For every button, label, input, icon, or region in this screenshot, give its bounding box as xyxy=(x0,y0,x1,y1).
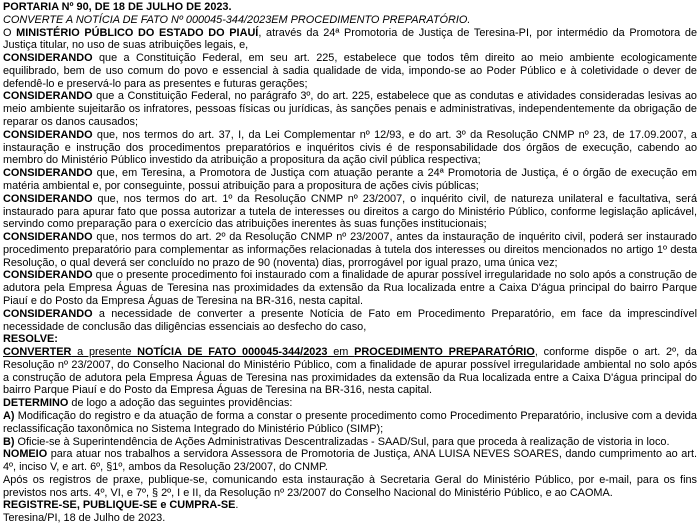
text-segment: NOTÍCIA DE FATO 000045-344/2023 xyxy=(137,346,328,359)
date-place xyxy=(3,512,697,525)
text-segment: O xyxy=(3,26,17,39)
text-segment: Oficie-se à Superintendência de Ações Administrativas Descentralizadas - SAAD/Sul, para que proceda à realização de vistoria in loco. xyxy=(14,435,670,448)
providencia-a xyxy=(3,410,700,436)
text-segment: PROCEDIMENTO PREPARATÓRIO xyxy=(354,346,535,359)
text-segment: , através da 24ª Promotoria de Justiça de Teresina-PI, por intermédio da Promotora de Justiça titular, no uso de suas atribuições legais, e, xyxy=(3,26,700,52)
preamble xyxy=(3,26,700,53)
text-segment: de logo a adoção das seguintes providências: xyxy=(68,397,293,410)
considerando-7 xyxy=(3,269,700,307)
text-segment: Após os registros de praxe, publique-se, comunicando esta instauração à Secretaria Geral do Ministério Público, por e-mail, para os fins previstos nos arts. 4º, VI, e 7º, § 2º, I e II, da Resolução nº 23/2007 do Conselho Nacional do Ministério Público, e ao CAOMA. xyxy=(3,473,700,499)
text-segment: PORTARIA Nº 90, DE 18 DE JULHO DE 2023. xyxy=(3,1,232,13)
text-segment: NOMEIO xyxy=(3,448,48,461)
text-segment: CONSIDERANDO xyxy=(3,192,93,205)
text-segment: que, nos termos do art. 1º da Resolução CNMP nº 23/2007, o inquérito civil, de natureza unilateral e facultativa, será instaurado para apurar fato que possa autorizar a tutela de interesses ou direitos a cargo do Ministério Público, conforme legislação aplicável, servindo como preparação para o exercício das atribuições inerentes às suas funções institucionais; xyxy=(3,192,700,231)
text-segment: CONSIDERANDO xyxy=(3,167,93,180)
text-segment: em xyxy=(327,346,355,359)
resolve-heading xyxy=(3,333,697,346)
registre-se xyxy=(3,499,697,512)
text-segment: que, nos termos do art. 2º da Resolução CNMP nº 23/2007, antes da instauração de inquérito civil, poderá ser instaurado procedimento preparatório para complementar as informações relacionadas à tutela dos interesses ou direitos mencionados no artigo 1º desta Resolução, o qual deverá ser concluído no prazo de 90 (noventa) dias, prorrogável por igual prazo, uma única vez; xyxy=(3,231,700,269)
nomeio xyxy=(3,448,700,474)
text-segment: A) xyxy=(3,410,15,422)
text-segment: que a Constituição Federal, em seu art. 225, estabelece que todos têm direito ao meio ambiente ecologicamente equilibrado, bem de uso comum do povo e essencial à sadia qualidade de vida, impondo-se ao Poder Público e à coletividade o dever de defendê-lo e preservá-lo para as presentes e futuras gerações; xyxy=(3,52,700,90)
considerando-8 xyxy=(3,307,700,334)
considerando-3 xyxy=(3,128,700,167)
text-segment: a necessidade de converter a presente Notícia de Fato em Procedimento Preparatório, em face da imprescindível necessidade de conclusão das diligências essenciais ao desfecho do caso, xyxy=(3,307,700,333)
text-segment: , conforme dispõe o art. 2º, da Resolução nº 23/2007, do Conselho Nacional do Ministério Público, com a finalidade de apurar possível irregularidade ambiental no solo após a construção de adutora pela Empresa Águas de Teresina nas proximidades da extensão da Rua localizada entre a Caixa D'água principal do bairro Parque Piauí e do Posto da Empresa Águas de Teresina na BR-316, nesta capital. xyxy=(3,346,700,397)
considerando-2 xyxy=(3,90,700,129)
text-segment: que a Constituição Federal, no parágrafo 3º, do art. 225, estabelece que as condutas e atividades consideradas lesivas ao meio ambiente sujeitarão os infratores, pessoas físicas ou jurídicas, às sanções penais e administrativas, independentemente da obrigação de reparar os danos causados; xyxy=(3,90,700,129)
portaria-number-title xyxy=(3,1,697,14)
text-segment: MINISTÉRIO PÚBLICO DO ESTADO DO PIAUÍ xyxy=(16,26,259,39)
considerando-6 xyxy=(3,231,700,269)
document-body xyxy=(3,1,700,525)
considerando-5 xyxy=(3,192,700,231)
text-segment: RESOLVE: xyxy=(3,333,58,346)
text-segment: DETERMINO xyxy=(3,397,69,410)
publicacao-note xyxy=(3,473,700,500)
text-segment: Teresina/PI, 18 de Julho de 2023. xyxy=(3,512,166,525)
converter-decision xyxy=(3,346,700,397)
text-segment: CONSIDERANDO xyxy=(3,128,93,141)
text-segment: CONSIDERANDO xyxy=(3,52,93,65)
considerando-4 xyxy=(3,167,700,193)
text-segment: que, em Teresina, a Promotora de Justiça com atuação perante a 24ª Promotoria de Justiça, é o órgão de execução em matéria ambiental e, por conseguinte, possui atribuição para a propositura de ações civis públicas; xyxy=(3,167,700,192)
text-segment: CONSIDERANDO xyxy=(3,307,93,320)
text-segment: CONSIDERANDO xyxy=(3,269,93,282)
text-segment: que o presente procedimento foi instaurado com a finalidade de apurar possível irregularidade no solo após a construção de adutora pela Empresa Águas de Teresina nas proximidades da extensão da Rua localizada entre a Caixa D'água principal do bairro Parque Piauí e do Posto da Empresa Águas de Teresina na BR-316, nesta capital. xyxy=(3,269,700,307)
text-segment: CONVERTE A NOTÍCIA DE FATO Nº 000045-344/2023EM PROCEDIMENTO PREPARATÓRIO. xyxy=(3,13,471,26)
ementa xyxy=(3,14,697,27)
considerando-1 xyxy=(3,52,700,90)
text-segment: B) xyxy=(3,435,15,448)
text-segment: Modificação do registro e da atuação de forma a constar o presente procedimento como Procedimento Preparatório, inclusive com a devida reclassificação taxonômica no Sistema Integrado do Ministério Público (SIMP); xyxy=(3,410,700,435)
text-segment: REGISTRE-SE, PUBLIQUE-SE e CUMPRA-SE xyxy=(3,499,236,512)
text-segment: a presente xyxy=(71,346,138,359)
text-segment: CONSIDERANDO xyxy=(3,90,93,103)
determino-heading xyxy=(3,397,697,410)
text-segment: para atuar nos trabalhos a servidora Assessora de Promotoria de Justiça, ANA LUISA NEVES SOARES, dando cumprimento ao art. 4º, inciso V, e art. 6º, §1º, ambos da Resolução 23/2007, do CNMP. xyxy=(3,448,700,474)
text-segment: . xyxy=(235,499,239,512)
text-segment: que, nos termos do art. 37, I, da Lei Complementar nº 12/93, e do art. 3º da Resolução CNMP nº 23, de 17.09.2007, a instauração e instrução dos procedimentos preparatórios e inquéritos civis é de responsabilidade dos órgãos de execução, cabendo ao membro do Ministério Público investido da atribuição a propositura da ação civil pública respectiva; xyxy=(3,128,700,167)
text-segment: CONSIDERANDO xyxy=(3,231,93,244)
text-segment: CONVERTER xyxy=(3,346,72,359)
providencia-b xyxy=(3,436,697,449)
